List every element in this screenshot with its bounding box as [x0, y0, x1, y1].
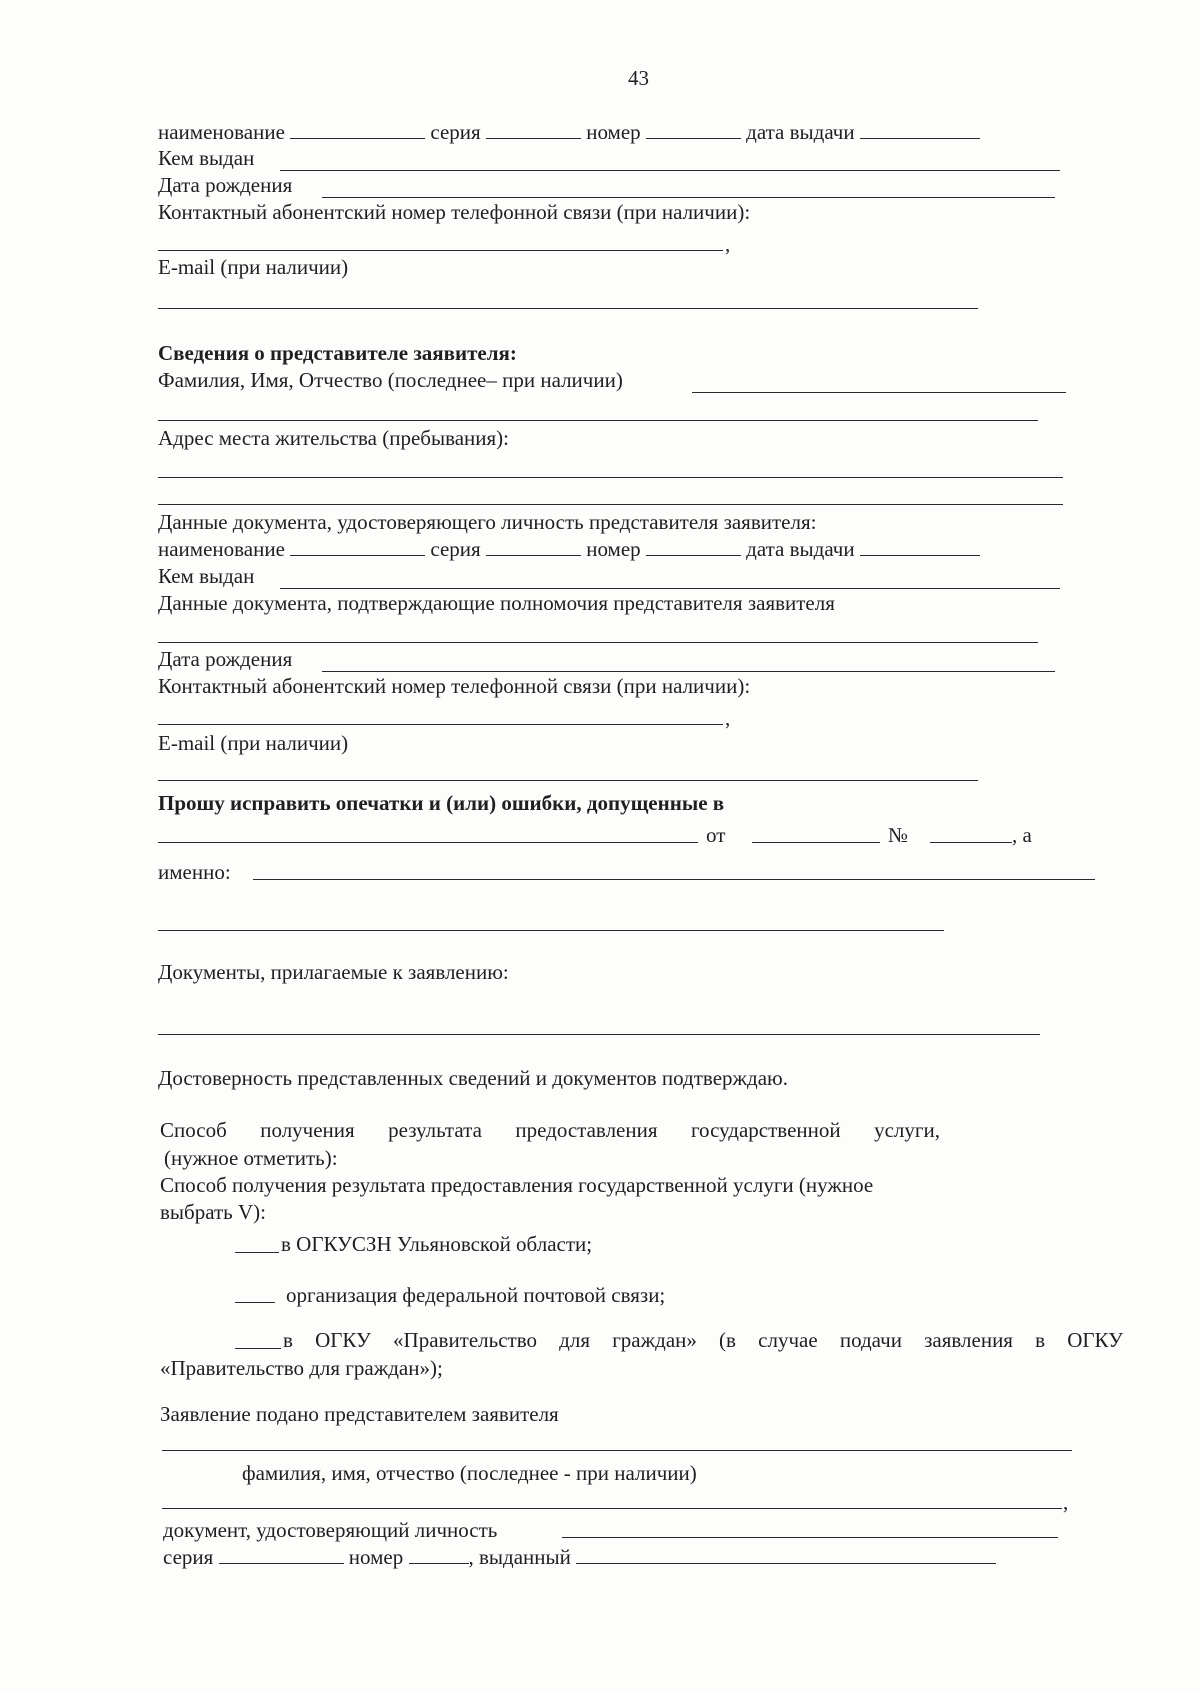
rep-doc-name-label: наименование [158, 537, 285, 561]
rep-email-label: E-mail (при наличии) [158, 731, 349, 755]
phone-field[interactable] [158, 250, 723, 251]
option1-checkbox[interactable] [235, 1252, 279, 1253]
method-line-4: выбрать V): [160, 1200, 266, 1224]
rep-address-field-2[interactable] [158, 504, 1063, 505]
rep-doc-issue-date-label: дата выдачи [746, 537, 855, 561]
method-line-3: Способ получения результата предоставления государственной услуги (нужное [160, 1173, 874, 1197]
birth-date-label: Дата рождения [158, 173, 293, 197]
option3-label-line-2: «Правительство для граждан»); [160, 1356, 443, 1380]
doc-series-label: серия [430, 120, 481, 144]
correction-namely-field[interactable] [253, 879, 1095, 880]
submitted-doc-row [163, 1545, 996, 1569]
doc-series-field[interactable] [486, 120, 581, 139]
rep-phone-label: Контактный абонентский номер телефонной связи (при наличии): [158, 674, 751, 698]
rep-address-field-1[interactable] [158, 477, 1063, 478]
submitted-issued-label: , выданный [468, 1545, 571, 1569]
rep-doc-number-label: номер [586, 537, 641, 561]
page-number: 43 [628, 66, 649, 90]
correction-doc-field[interactable] [158, 842, 698, 843]
method-line-1: Способ получения результата предоставления государственной услуги, [160, 1118, 940, 1142]
submitted-fio-caption: фамилия, имя, отчество (последнее - при наличии) [242, 1461, 697, 1485]
attachments-label: Документы, прилагаемые к заявлению: [158, 960, 509, 984]
submitted-issued-field[interactable] [576, 1545, 996, 1564]
rep-issued-by-label: Кем выдан [158, 564, 255, 588]
doc-issue-date-field[interactable] [860, 120, 980, 139]
doc-number-field[interactable] [646, 120, 741, 139]
rep-doc-series-label: серия [430, 537, 481, 561]
option1-label: в ОГКУСЗН Ульяновской области; [281, 1232, 593, 1256]
submitted-label: Заявление подано представителем заявителя [160, 1402, 559, 1426]
phone-comma: , [725, 232, 731, 256]
rep-fio-field[interactable] [692, 392, 1066, 393]
rep-issued-by-field[interactable] [280, 588, 1060, 589]
correction-date-field[interactable] [752, 842, 880, 843]
doc-number-label: номер [586, 120, 641, 144]
rep-address-label: Адрес места жительства (пребывания): [158, 426, 510, 450]
confirmation-text: Достоверность представленных сведений и документов подтверждаю. [158, 1066, 788, 1090]
rep-birth-date-label: Дата рождения [158, 647, 293, 671]
issued-by-field[interactable] [280, 170, 1060, 171]
option2-checkbox[interactable] [235, 1302, 275, 1303]
rep-email-field[interactable] [158, 780, 978, 781]
submitted-comma: , [1063, 1490, 1069, 1514]
option3-label-line-1: в ОГКУ «Правительство для граждан» (в случае подачи заявления в ОГКУ [283, 1328, 1123, 1352]
correction-from-label: от [706, 823, 726, 847]
doc-name-label: наименование [158, 120, 285, 144]
correction-number-sign: № [888, 823, 909, 847]
issued-by-label: Кем выдан [158, 146, 255, 170]
correction-heading: Прошу исправить опечатки и (или) ошибки, допущенные в [158, 791, 725, 815]
correction-number-field[interactable] [930, 842, 1012, 843]
birth-date-field[interactable] [322, 197, 1055, 198]
submitted-fio-field[interactable] [162, 1450, 1072, 1451]
rep-doc-name-field[interactable] [290, 537, 425, 556]
doc-issue-date-label: дата выдачи [746, 120, 855, 144]
attachments-field[interactable] [158, 1034, 1040, 1035]
representative-heading: Сведения о представителе заявителя: [158, 341, 517, 365]
correction-namely-field-2[interactable] [158, 930, 944, 931]
rep-authority-doc-label: Данные документа, подтверждающие полномочия представителя заявителя [158, 591, 835, 615]
rep-doc-number-field[interactable] [646, 537, 741, 556]
option3-checkbox[interactable] [235, 1348, 281, 1349]
submitted-number-label: номер [348, 1545, 404, 1569]
option2-label: организация федеральной почтовой связи; [286, 1283, 666, 1307]
submitted-extra-field[interactable] [162, 1508, 1062, 1509]
phone-label: Контактный абонентский номер телефонной связи (при наличии): [158, 200, 751, 224]
rep-authority-doc-field[interactable] [158, 642, 1038, 643]
doc-name-field[interactable] [290, 120, 425, 139]
rep-fio-field-2[interactable] [158, 420, 1038, 421]
submitted-series-label: серия [163, 1545, 214, 1569]
rep-phone-field[interactable] [158, 724, 723, 725]
submitted-id-doc-field[interactable] [562, 1537, 1058, 1538]
correction-a-label: , а [1012, 823, 1032, 847]
rep-id-doc-label: Данные документа, удостоверяющего личность представителя заявителя: [158, 510, 817, 534]
email-label: E-mail (при наличии) [158, 255, 349, 279]
method-line-2: (нужное отметить): [164, 1146, 338, 1170]
rep-fio-label: Фамилия, Имя, Отчество (последнее– при наличии) [158, 368, 623, 392]
rep-phone-comma: , [725, 706, 731, 730]
correction-namely-label: именно: [158, 860, 231, 884]
submitted-id-doc-label: документ, удостоверяющий личность [163, 1518, 498, 1542]
rep-doc-series-field[interactable] [486, 537, 581, 556]
submitted-number-field[interactable] [409, 1545, 469, 1564]
rep-doc-row [158, 537, 980, 561]
applicant-doc-row [158, 120, 980, 144]
email-field[interactable] [158, 308, 978, 309]
rep-doc-issue-date-field[interactable] [860, 537, 980, 556]
submitted-series-field[interactable] [219, 1545, 344, 1564]
rep-birth-date-field[interactable] [322, 671, 1055, 672]
